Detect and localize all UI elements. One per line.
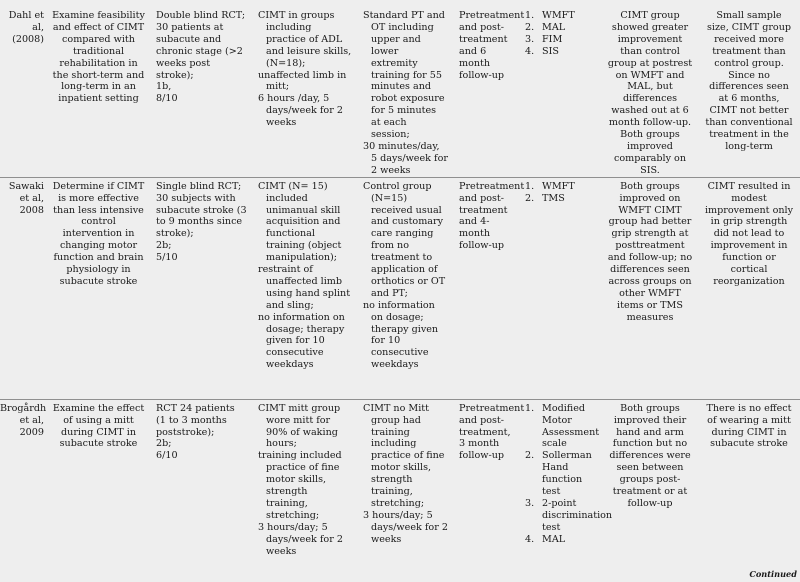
- design-cell: [151, 177, 253, 399]
- table-row: [0, 399, 800, 557]
- control-line: Control group (N=15) received usual and customary care ranging from no treatment to application of orthotics or OT and PT;: [363, 180, 446, 299]
- control-cell: [358, 399, 454, 557]
- timing-cell: Pretreatment and post-treatment and 4-month follow-up: [454, 177, 516, 399]
- intervention-cell: [253, 399, 358, 557]
- study-cell: Dahl et al, (2008): [8, 10, 44, 45]
- design-line: 1b,: [156, 81, 172, 93]
- measure-item: 1. Modified Motor Assessment scale: [525, 402, 600, 450]
- design-line: RCT 24 patients (1 to 3 months poststroke);: [156, 402, 235, 438]
- measure-item: 4. SIS: [525, 45, 559, 57]
- intervention-cell: [253, 177, 358, 399]
- control-cell: [358, 10, 454, 177]
- design-line: 8/10: [156, 93, 178, 105]
- intervention-line: CIMT mitt group wore mitt for 90% of waking hours;: [258, 402, 341, 450]
- purpose-cell: Examine the effect of using a mitt during CIMT in subacute stroke: [47, 399, 151, 557]
- intervention-line: CIMT in groups including practice of ADL and leisure skills, (N=18);: [258, 10, 352, 69]
- results-cell: Both groups improved on WMFT CIMT group had better grip strength at posttreatment and follow-up; no differences seen across groups on other WMFT items or TMS measures: [602, 177, 699, 399]
- measure-item: 3. FIM: [525, 33, 563, 45]
- control-line: 3 hours/day; 5 days/week for 2 weeks: [363, 509, 448, 545]
- design-line: 30 subjects with subacute stroke (3 to 9 months since stroke);: [156, 192, 247, 240]
- timing-cell: Pretreatment and post-treatment and 6 month follow-up: [459, 10, 525, 81]
- study-cell: Brogårdh et al, 2009: [0, 399, 47, 557]
- measures-cell: [516, 399, 613, 557]
- measure-item: 2. MAL: [525, 21, 566, 33]
- design-line: Double blind RCT;: [156, 10, 246, 21]
- intervention-line: no information on dosage; therapy given for 10 consecutive weekdays: [258, 311, 345, 371]
- conclusion-cell: Small sample size, CIMT group received more treatment than control group. Since no differences seen at 6 months, CIMT not better than conventional treatment in the long-term: [705, 10, 793, 152]
- intervention-line: restraint of unaffected limb using hand splint and sling;: [258, 264, 351, 311]
- measure-item: 2. Sollerman Hand function test: [525, 450, 592, 498]
- design-cell: [151, 10, 253, 177]
- measures-cell: [516, 10, 602, 177]
- measure-item: 2. TMS: [525, 192, 565, 204]
- study-cell: Sawaki et al, 2008: [0, 177, 47, 399]
- continued-note: Continued: [749, 569, 797, 579]
- evidence-table: [0, 10, 800, 557]
- design-line: 30 patients at subacute and chronic stage (>2 weeks post stroke);: [156, 21, 243, 81]
- intervention-line: training included practice of fine motor skills, strength training, stretching;: [258, 450, 342, 521]
- results-cell: Both groups improved their hand and arm function but no differences were seen between groups post-treatment or at follow-up: [602, 399, 699, 557]
- control-cell: [358, 177, 454, 399]
- intervention-line: 6 hours /day, 5 days/week for 2 weeks: [258, 93, 343, 129]
- design-line: Single blind RCT;: [156, 180, 242, 192]
- table-row: [0, 177, 800, 399]
- intervention-line: unaffected limb in mitt;: [258, 69, 347, 93]
- purpose-cell: Examine feasibility and effect of CIMT compared with traditional rehabilitation in the short-term and long-term in an inpatient setting: [52, 10, 145, 105]
- control-line: Standard PT and OT including upper and lower extremity training for 55 minutes and robot exposure for 5 minutes at each session;: [363, 10, 445, 141]
- purpose-cell: Determine if CIMT is more effective than less intensive control intervention in changing motor function and brain physiology in subacute stroke: [47, 177, 151, 399]
- control-line: no information on dosage; therapy given for 10 consecutive weekdays: [363, 299, 439, 371]
- measure-item: 4. MAL: [525, 533, 566, 545]
- intervention-line: 3 hours/day; 5 days/week for 2 weeks: [258, 521, 343, 557]
- intervention-cell: [253, 10, 358, 177]
- control-line: CIMT no Mitt group had training including practice of fine motor skills, strength training, stretching;: [363, 402, 445, 509]
- design-line: 5/10: [156, 252, 178, 264]
- design-line: 2b;: [156, 438, 172, 450]
- measure-item: 1. WMFT: [525, 10, 575, 21]
- results-cell: CIMT group showed greater improvement than control group at postrest on WMFT and MAL, but differences washed out at 6 month follow-up. Both groups improved comparably on SIS.: [607, 10, 693, 176]
- conclusion-cell: There is no effect of wearing a mitt during CIMT in subacute stroke: [699, 399, 800, 557]
- control-line: 30 minutes/day, 5 days/week for 2 weeks: [363, 140, 448, 176]
- design-line: 6/10: [156, 450, 178, 462]
- design-line: 2b;: [156, 240, 172, 252]
- measure-item: 1. WMFT: [525, 180, 575, 192]
- timing-cell: Pretreatment and post-treatment, 3 month follow-up: [454, 399, 516, 557]
- design-cell: [151, 399, 253, 557]
- measures-cell: [516, 177, 602, 399]
- intervention-line: CIMT (N= 15) included unimanual skill acquisition and functional training (object manipulation);: [258, 180, 342, 264]
- conclusion-cell: CIMT resulted in modest improvement only in grip strength did not lead to improvement in function or cortical reorganization: [699, 177, 800, 399]
- measure-item: 3. 2-point discrimination test: [525, 497, 613, 533]
- table-row: [0, 10, 800, 177]
